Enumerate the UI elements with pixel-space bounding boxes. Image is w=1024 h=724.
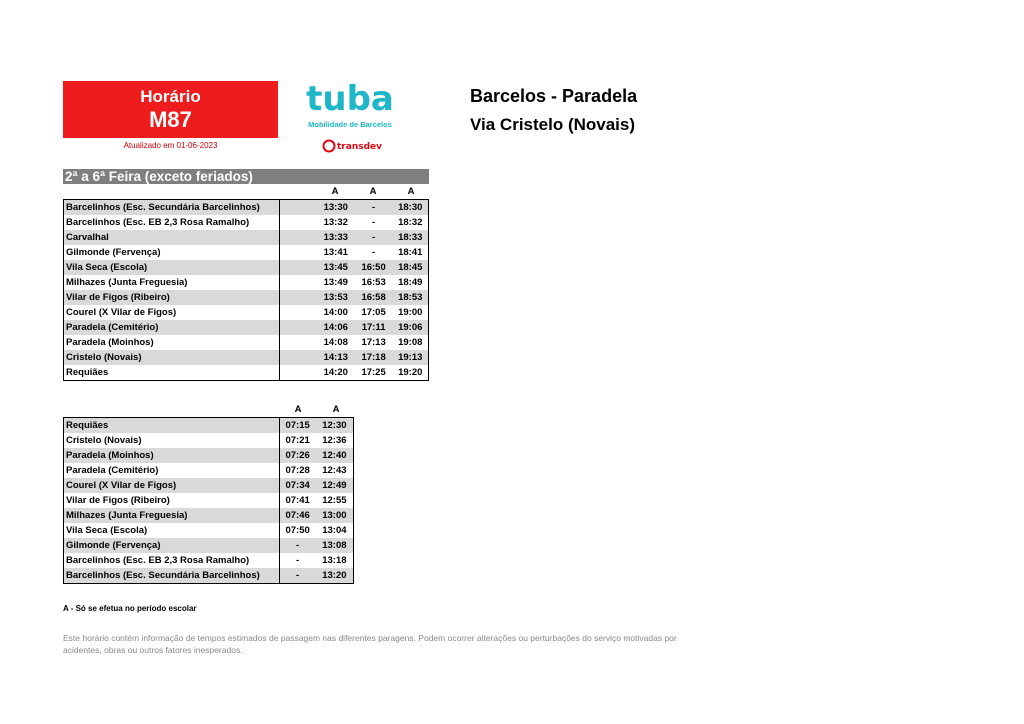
table-row (64, 275, 429, 290)
table-row (64, 305, 429, 320)
outbound-timetable (63, 199, 429, 381)
departure-time: 07:15 (279, 418, 316, 434)
table-row (64, 493, 354, 508)
departure-time: 07:46 (279, 508, 316, 523)
departure-time: 13:49 (323, 277, 348, 288)
stop-name: Vilar de Figos (Ribeiro) (64, 290, 280, 305)
departure-time: 14:13 (317, 350, 355, 365)
departure-time: 14:06 (317, 320, 355, 335)
tuba-logo (286, 82, 414, 116)
departure-time: 13:53 (317, 290, 355, 305)
spacer-cell (279, 365, 317, 381)
departure-time: 07:28 (285, 465, 310, 476)
stop-name: Courel (X Vilar de Figos) (64, 305, 280, 320)
departure-time: 13:20 (316, 568, 354, 584)
spacer-cell (279, 260, 317, 275)
departure-time: 19:06 (393, 320, 429, 335)
stop-name: Barcelinhos (Esc. Secundária Barcelinhos) (64, 200, 280, 216)
stop-name: Barcelinhos (Esc. EB 2,3 Rosa Ramalho) (64, 553, 280, 568)
departure-time: 19:00 (398, 307, 423, 318)
departure-time: 18:32 (398, 217, 423, 228)
departure-time: - (279, 538, 316, 553)
day-band: 2ª a 6ª Feira (exceto feriados) (63, 169, 429, 184)
departure-time: 07:34 (279, 478, 316, 493)
departure-time: 17:05 (361, 307, 386, 318)
stop-name: Milhazes (Junta Freguesia) (64, 508, 280, 523)
departure-time: 16:58 (355, 290, 393, 305)
stop-name: Cristelo (Novais) (64, 350, 280, 365)
stop-name: Gilmonde (Fervença) (64, 245, 280, 260)
spacer-cell (279, 245, 317, 260)
column-header: A (332, 404, 340, 415)
table-row (64, 320, 429, 335)
table-row (64, 508, 354, 523)
table-row (64, 290, 429, 305)
departure-time: 18:33 (393, 230, 429, 245)
table-row (64, 260, 429, 275)
spacer-cell (279, 305, 317, 320)
departure-time: 13:00 (316, 508, 354, 523)
spacer-cell (279, 320, 317, 335)
departure-time: - (355, 230, 393, 245)
departure-time: 19:20 (398, 367, 423, 378)
stop-name: Paradela (Cemitério) (64, 463, 280, 478)
spacer-cell (279, 215, 317, 230)
tuba-logo-text: tuba (306, 82, 394, 116)
departure-time: 18:49 (398, 277, 423, 288)
disclaimer: Este horário contém informação de tempos estimados de passagem nas diferentes paragens. Podem ocorrer alterações ou perturbações do serviço motivadas por acidentes, obras ou outros fatores inesperados. (63, 633, 677, 655)
departure-time: 13:08 (316, 538, 354, 553)
updated-date: Atualizado em 01-06-2023 (123, 141, 218, 150)
spacer-cell (279, 335, 317, 350)
stop-name: Requiães (64, 418, 280, 434)
stop-name: Vilar de Figos (Ribeiro) (64, 493, 280, 508)
departure-time: 18:45 (393, 260, 429, 275)
table-row (64, 215, 429, 230)
departure-time: 07:50 (285, 525, 310, 536)
departure-time: 12:43 (322, 465, 347, 476)
column-header: A (407, 186, 415, 197)
departure-time: 13:18 (322, 555, 347, 566)
departure-time: - (279, 568, 316, 584)
table-row (64, 230, 429, 245)
departure-time: 13:41 (323, 247, 348, 258)
departure-time: 13:32 (323, 217, 348, 228)
departure-time: 16:50 (355, 260, 393, 275)
departure-time: 14:20 (323, 367, 348, 378)
column-header: A (294, 404, 302, 415)
stop-name: Requiães (64, 365, 280, 381)
line-badge (63, 81, 278, 138)
departure-time: 12:40 (316, 448, 354, 463)
departure-time: 18:41 (398, 247, 423, 258)
table-row (64, 335, 429, 350)
departure-time: 12:55 (322, 495, 347, 506)
stop-name: Gilmonde (Fervença) (64, 538, 280, 553)
departure-time: 12:30 (316, 418, 354, 434)
departure-time: 17:11 (355, 320, 393, 335)
departure-time: - (372, 247, 376, 258)
departure-time: 07:41 (285, 495, 310, 506)
departure-time: 07:21 (285, 435, 310, 446)
table-row (64, 553, 354, 568)
route-via: Via Cristelo (Novais) (470, 115, 636, 134)
departure-time: 13:04 (322, 525, 347, 536)
departure-time: 13:30 (317, 200, 355, 216)
table-row (64, 245, 429, 260)
table-row (64, 568, 354, 584)
departure-time: 12:36 (322, 435, 347, 446)
departure-time: 16:53 (361, 277, 386, 288)
return-timetable (63, 417, 354, 584)
spacer-cell (279, 200, 317, 216)
table-row (64, 463, 354, 478)
departure-time: 18:53 (393, 290, 429, 305)
table-row (64, 200, 429, 216)
spacer-cell (279, 350, 317, 365)
stop-name: Barcelinhos (Esc. EB 2,3 Rosa Ramalho) (64, 215, 280, 230)
stop-name: Vila Seca (Escola) (64, 523, 280, 538)
stop-name: Paradela (Cemitério) (64, 320, 280, 335)
table-row (64, 478, 354, 493)
table-row (64, 365, 429, 381)
departure-time: 14:08 (323, 337, 348, 348)
departure-time: 07:26 (279, 448, 316, 463)
departure-time: 17:25 (361, 367, 386, 378)
column-header: A (369, 186, 377, 197)
departure-time: 17:13 (361, 337, 386, 348)
transdev-logo (322, 138, 392, 154)
stop-name: Carvalhal (64, 230, 280, 245)
table-row (64, 350, 429, 365)
departure-time: 14:00 (323, 307, 348, 318)
stop-name: Vila Seca (Escola) (64, 260, 280, 275)
table-row (64, 418, 354, 434)
departure-time: 17:18 (355, 350, 393, 365)
footnote: A - Só se efetua no período escolar (63, 604, 197, 613)
stop-name: Paradela (Moinhos) (64, 335, 280, 350)
stop-name: Milhazes (Junta Freguesia) (64, 275, 280, 290)
spacer-cell (279, 230, 317, 245)
route-title: Barcelos - Paradela (470, 86, 638, 106)
brand-subtitle: Mobilidade de Barcelos (308, 120, 392, 129)
column-header: A (331, 186, 339, 197)
line-number: M87 (149, 107, 192, 132)
departure-time: 18:30 (393, 200, 429, 216)
departure-time: - (355, 200, 393, 216)
stop-name: Paradela (Moinhos) (64, 448, 280, 463)
departure-time: 19:08 (398, 337, 423, 348)
spacer-cell (279, 275, 317, 290)
transdev-logo-text: transdev (337, 142, 382, 152)
table-row (64, 538, 354, 553)
stop-name: Barcelinhos (Esc. Secundária Barcelinhos) (64, 568, 280, 584)
departure-time: - (372, 217, 376, 228)
departure-time: 13:33 (317, 230, 355, 245)
stop-name: Courel (X Vilar de Figos) (64, 478, 280, 493)
table-row (64, 523, 354, 538)
table-row (64, 448, 354, 463)
stop-name: Cristelo (Novais) (64, 433, 280, 448)
schedule-label: Horário (140, 87, 201, 106)
spacer-cell (279, 290, 317, 305)
departure-time: 19:13 (393, 350, 429, 365)
table-row (64, 433, 354, 448)
departure-time: 12:49 (316, 478, 354, 493)
departure-time: - (296, 555, 300, 566)
departure-time: 13:45 (317, 260, 355, 275)
